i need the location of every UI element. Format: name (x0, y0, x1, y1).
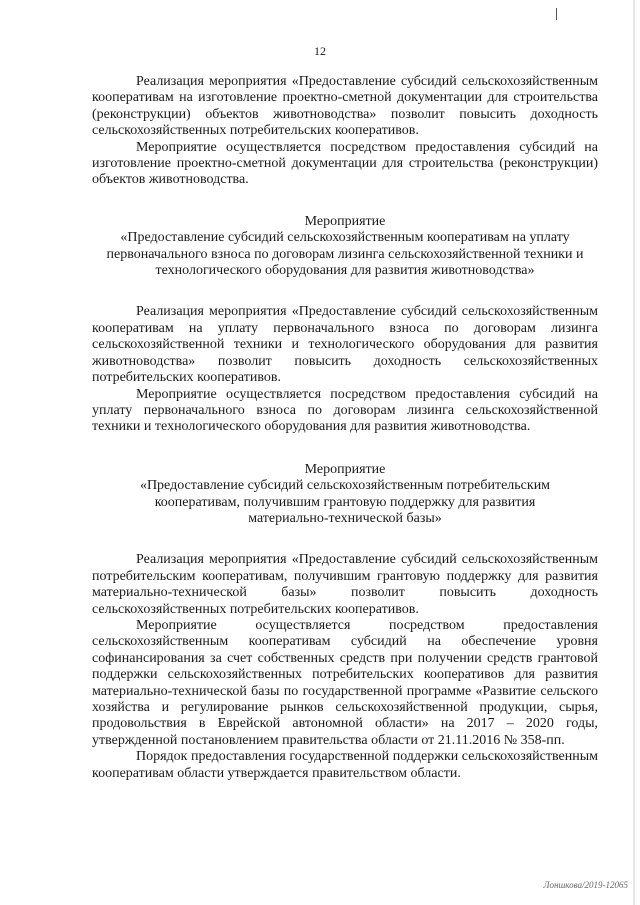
paragraph: Мероприятие осуществляется посредством предоставления субсидий на уплату первоначального взноса по договорам лизинга сельскохозяйственной техники и технологического оборудования для развития животноводства. (92, 386, 598, 435)
page-number: 12 (314, 44, 326, 58)
section-heading-subtitle: «Предоставление субсидий сельскохозяйственным потребительским кооперативам, получившим грантовую поддержку для развития материально-технической базы» (139, 478, 551, 526)
scan-edge-shadow (633, 0, 635, 905)
paragraph: Мероприятие осуществляется посредством предоставления субсидий на изготовление проектно-сметной документации для строительства (реконструкции) объектов животноводства. (92, 139, 598, 188)
paragraph: Порядок предоставления государственной поддержки сельскохозяйственным кооперативам области утверждается правительством области. (92, 749, 598, 781)
section-heading-title: Мероприятие (304, 213, 386, 229)
paragraph: Реализация мероприятия «Предоставление субсидий сельскохозяйственным кооперативам на уплату первоначального взноса по договорам лизинга сельскохозяйственной техники и технологического оборудования для развития животноводства» позволит повысить доходность сельскохозяйственных потребительских кооперативов. (92, 304, 598, 386)
scan-mark (556, 8, 557, 20)
paragraph: Реализация мероприятия «Предоставление субсидий сельскохозяйственным потребительским кооперативам, получившим грантовую поддержку для развития материально-технической базы» позволит повысить доходность сельскохозяйственных потребительских кооперативов. (92, 552, 598, 617)
paragraph: Реализация мероприятия «Предоставление субсидий сельскохозяйственным кооперативам на изготовление проектно-сметной документации для строительства (реконструкции) объектов животноводства» позволит повысить доходность сельскохозяйственных потребительских кооперативов. (92, 74, 598, 139)
section-heading-title: Мероприятие (304, 461, 386, 477)
footer-registration-note: Лоншкова/2019-12065 (543, 880, 628, 890)
section-heading-subtitle: «Предоставление субсидий сельскохозяйственным кооперативам на уплату первоначального взноса по договорам лизинга сельскохозяйственной техники и технологического оборудования для развития животноводства» (106, 230, 584, 279)
paragraph: Мероприятие осуществляется посредством предоставления сельскохозяйственным кооперативам субсидий на обеспечение уровня софинансирования за счет собственных средств при получении средств грантовой поддержки сельскохозяйственных потребительских кооперативов для развития материально-технической базы по государственной программе «Развитие сельского хозяйства и регулирование рынков сельскохозяйственной продукции, сырья, продовольствия в Еврейской автономной области» на 2017 – 2020 годы, утвержденной постановлением правительства области от 21.11.2016 № 358-пп. (92, 617, 598, 748)
document-body (92, 74, 598, 782)
